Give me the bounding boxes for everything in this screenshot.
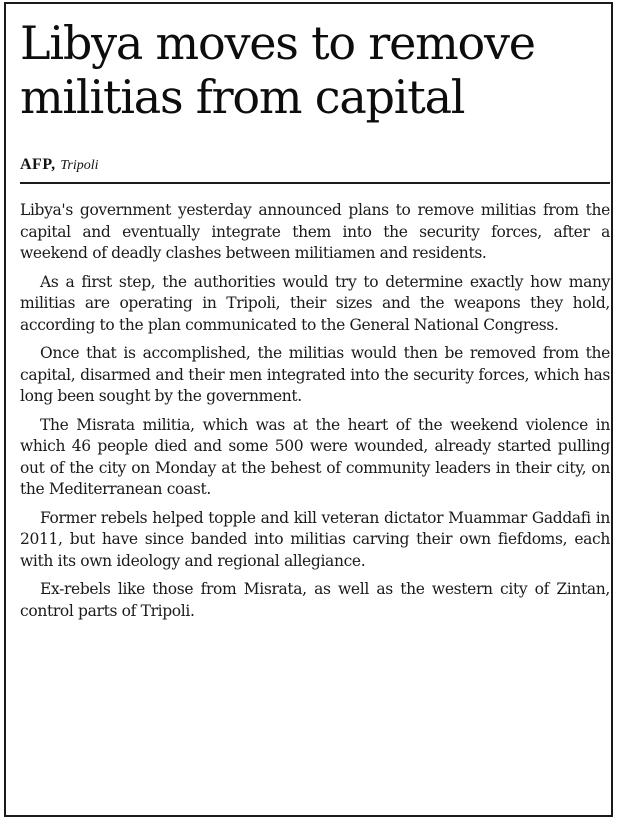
paragraph-5: Former rebels helped topple and kill veteran dictator Muammar Gaddafi in 2011, but have since banded into militias carving their own fiefdoms, each with its own ideology and regional allegiance. <box>20 508 610 570</box>
news-clipping <box>4 2 613 817</box>
byline-agency: AFP, <box>20 156 56 173</box>
header-rule <box>20 182 610 184</box>
paragraph-1: Libya's government yesterday announced plans to remove militias from the capital and eventually integrate them into the security forces, after a weekend of deadly clashes between militiamen and residents. <box>20 201 610 262</box>
paragraph-2: As a first step, the authorities would try to determine exactly how many militias are operating in Tripoli, their sizes and the weapons they hold, according to the plan communicated to the General National Congress. <box>20 272 610 334</box>
article-body <box>20 200 610 629</box>
paragraph-4: The Misrata militia, which was at the heart of the weekend violence in which 46 people died and some 500 were wounded, already started pulling out of the city on Monday at the behest of community leaders in their city, on the Mediterranean coast. <box>20 415 610 498</box>
byline <box>20 154 99 176</box>
headline: Libya moves to remove militias from capital <box>20 16 535 124</box>
byline-city: Tripoli <box>60 158 99 173</box>
paragraph-3: Once that is accomplished, the militias would then be removed from the capital, disarmed and their men integrated into the security forces, which has long been sought by the government. <box>20 344 610 405</box>
paragraph-6: Ex-rebels like those from Misrata, as well as the western city of Zintan, control parts of Tripoli. <box>20 580 610 620</box>
